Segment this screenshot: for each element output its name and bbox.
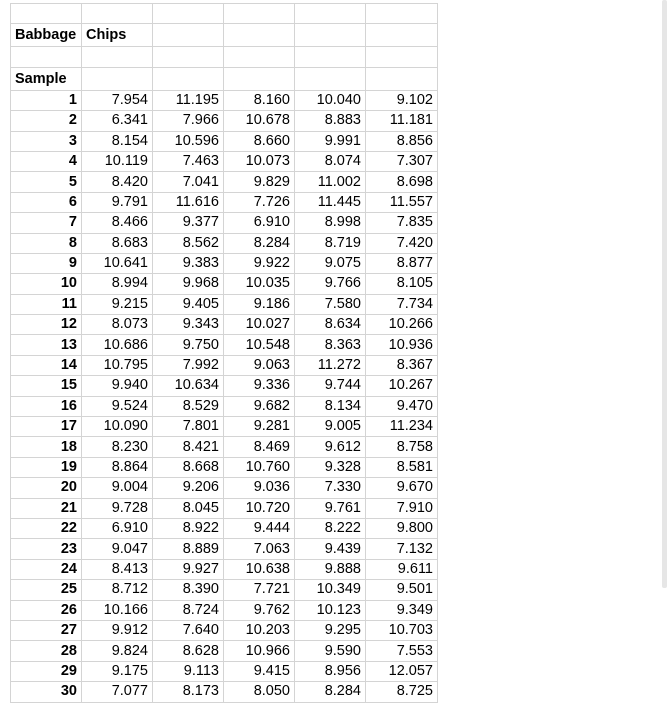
value-cell[interactable]: 9.075 [295, 253, 366, 273]
scrollbar-thumb[interactable] [662, 0, 667, 588]
value-cell[interactable]: 9.940 [82, 376, 153, 396]
value-cell[interactable]: 9.206 [153, 478, 224, 498]
value-cell[interactable]: 10.703 [366, 620, 438, 640]
value-cell[interactable]: 8.074 [295, 151, 366, 171]
value-cell[interactable]: 9.888 [295, 559, 366, 579]
value-cell[interactable]: 8.050 [224, 682, 295, 702]
value-cell[interactable]: 8.660 [224, 131, 295, 151]
value-cell[interactable]: 9.744 [295, 376, 366, 396]
value-cell[interactable]: 9.295 [295, 620, 366, 640]
table-row [11, 335, 438, 355]
value-cell[interactable]: 8.367 [366, 355, 438, 375]
value-cell[interactable]: 7.077 [82, 682, 153, 702]
value-cell[interactable]: 10.720 [224, 498, 295, 518]
value-cell[interactable]: 9.791 [82, 192, 153, 212]
value-cell[interactable]: 7.463 [153, 151, 224, 171]
table-row [11, 151, 438, 171]
value-cell[interactable]: 9.102 [366, 90, 438, 110]
value-cell[interactable]: 8.719 [295, 233, 366, 253]
cell[interactable] [11, 4, 82, 24]
value-cell[interactable]: 8.160 [224, 90, 295, 110]
value-cell[interactable]: 11.557 [366, 192, 438, 212]
value-cell[interactable]: 11.234 [366, 417, 438, 437]
value-cell[interactable]: 7.553 [366, 641, 438, 661]
value-cell[interactable]: 9.336 [224, 376, 295, 396]
value-cell[interactable]: 9.612 [295, 437, 366, 457]
value-cell[interactable]: 7.640 [153, 620, 224, 640]
value-cell[interactable]: 9.524 [82, 396, 153, 416]
cell[interactable] [224, 24, 295, 47]
value-cell[interactable]: 9.444 [224, 518, 295, 538]
sample-number-cell[interactable]: 22 [11, 518, 82, 538]
data-table [10, 3, 438, 703]
value-cell[interactable]: 9.343 [153, 315, 224, 335]
value-cell[interactable]: 6.910 [224, 213, 295, 233]
value-cell[interactable]: 7.721 [224, 580, 295, 600]
table-row [11, 559, 438, 579]
value-cell[interactable]: 10.035 [224, 274, 295, 294]
cell[interactable] [82, 67, 153, 90]
cell[interactable] [153, 24, 224, 47]
sample-number-cell[interactable]: 10 [11, 274, 82, 294]
sample-number-cell[interactable]: 16 [11, 396, 82, 416]
value-cell[interactable]: 10.966 [224, 641, 295, 661]
value-cell[interactable]: 9.047 [82, 539, 153, 559]
sample-number-cell[interactable]: 15 [11, 376, 82, 396]
table-row [11, 253, 438, 273]
table-row [11, 396, 438, 416]
value-cell[interactable]: 8.581 [366, 457, 438, 477]
cell[interactable] [295, 24, 366, 47]
value-cell[interactable]: 10.040 [295, 90, 366, 110]
value-cell[interactable]: 9.761 [295, 498, 366, 518]
value-cell[interactable]: 9.501 [366, 580, 438, 600]
table-row [11, 498, 438, 518]
table-row [11, 641, 438, 661]
value-cell[interactable]: 8.712 [82, 580, 153, 600]
table-row [11, 661, 438, 681]
cell[interactable] [224, 67, 295, 90]
value-cell[interactable]: 9.377 [153, 213, 224, 233]
value-cell[interactable]: 9.005 [295, 417, 366, 437]
sample-number-cell[interactable]: 20 [11, 478, 82, 498]
sample-header-cell[interactable]: Sample [11, 67, 82, 90]
value-cell[interactable]: 11.195 [153, 90, 224, 110]
sample-number-cell[interactable]: 28 [11, 641, 82, 661]
value-cell[interactable]: 10.119 [82, 151, 153, 171]
sample-number-cell[interactable]: 9 [11, 253, 82, 273]
value-cell[interactable]: 8.154 [82, 131, 153, 151]
value-cell[interactable]: 8.413 [82, 559, 153, 579]
value-cell[interactable]: 8.045 [153, 498, 224, 518]
value-cell[interactable]: 9.829 [224, 172, 295, 192]
sample-number-cell[interactable]: 5 [11, 172, 82, 192]
value-cell[interactable]: 9.728 [82, 498, 153, 518]
vertical-scrollbar[interactable] [660, 0, 668, 700]
value-cell[interactable]: 9.113 [153, 661, 224, 681]
value-cell[interactable]: 10.678 [224, 111, 295, 131]
sample-number-cell[interactable]: 26 [11, 600, 82, 620]
header-row [11, 67, 438, 90]
table-row [11, 192, 438, 212]
value-cell[interactable]: 9.927 [153, 559, 224, 579]
value-cell[interactable]: 9.004 [82, 478, 153, 498]
value-cell[interactable]: 8.420 [82, 172, 153, 192]
value-cell[interactable]: 8.230 [82, 437, 153, 457]
value-cell[interactable]: 6.341 [82, 111, 153, 131]
sample-number-cell[interactable]: 24 [11, 559, 82, 579]
cell[interactable] [366, 47, 438, 67]
sample-number-cell[interactable]: 13 [11, 335, 82, 355]
value-cell[interactable]: 11.616 [153, 192, 224, 212]
value-cell[interactable]: 8.628 [153, 641, 224, 661]
sample-number-cell[interactable]: 30 [11, 682, 82, 702]
sample-number-cell[interactable]: 23 [11, 539, 82, 559]
value-cell[interactable]: 11.181 [366, 111, 438, 131]
table-row [11, 620, 438, 640]
value-cell[interactable]: 9.750 [153, 335, 224, 355]
value-cell[interactable]: 10.123 [295, 600, 366, 620]
table-row [11, 294, 438, 314]
sample-number-cell[interactable]: 27 [11, 620, 82, 640]
cell[interactable] [82, 4, 153, 24]
table-row [11, 518, 438, 538]
value-cell[interactable]: 10.638 [224, 559, 295, 579]
value-cell[interactable]: 8.758 [366, 437, 438, 457]
value-cell[interactable]: 6.910 [82, 518, 153, 538]
table-row [11, 111, 438, 131]
value-cell[interactable]: 10.073 [224, 151, 295, 171]
value-cell[interactable]: 9.800 [366, 518, 438, 538]
value-cell[interactable]: 9.682 [224, 396, 295, 416]
value-cell[interactable]: 10.936 [366, 335, 438, 355]
cell[interactable] [153, 4, 224, 24]
value-cell[interactable]: 9.415 [224, 661, 295, 681]
value-cell[interactable]: 8.363 [295, 335, 366, 355]
value-cell[interactable]: 9.968 [153, 274, 224, 294]
table-row [11, 315, 438, 335]
value-cell[interactable]: 8.390 [153, 580, 224, 600]
table-row [11, 172, 438, 192]
value-cell[interactable]: 10.267 [366, 376, 438, 396]
sample-number-cell[interactable]: 6 [11, 192, 82, 212]
value-cell[interactable]: 7.063 [224, 539, 295, 559]
value-cell[interactable]: 8.889 [153, 539, 224, 559]
value-cell[interactable]: 9.215 [82, 294, 153, 314]
value-cell[interactable]: 9.349 [366, 600, 438, 620]
value-cell[interactable]: 8.284 [295, 682, 366, 702]
value-cell[interactable]: 7.734 [366, 294, 438, 314]
cell[interactable] [366, 24, 438, 47]
sample-number-cell[interactable]: 11 [11, 294, 82, 314]
blank-row [11, 4, 438, 24]
sample-number-cell[interactable]: 25 [11, 580, 82, 600]
sample-number-cell[interactable]: 21 [11, 498, 82, 518]
value-cell[interactable]: 10.166 [82, 600, 153, 620]
value-cell[interactable]: 8.725 [366, 682, 438, 702]
cell[interactable] [366, 4, 438, 24]
sample-number-cell[interactable]: 12 [11, 315, 82, 335]
sample-number-cell[interactable]: 7 [11, 213, 82, 233]
blank-row [11, 47, 438, 67]
value-cell[interactable]: 9.470 [366, 396, 438, 416]
value-cell[interactable]: 8.529 [153, 396, 224, 416]
value-cell[interactable]: 8.469 [224, 437, 295, 457]
value-cell[interactable]: 10.686 [82, 335, 153, 355]
value-cell[interactable]: 8.883 [295, 111, 366, 131]
value-cell[interactable]: 8.998 [295, 213, 366, 233]
value-cell[interactable]: 9.912 [82, 620, 153, 640]
value-cell[interactable]: 8.994 [82, 274, 153, 294]
value-cell[interactable]: 11.445 [295, 192, 366, 212]
table-row [11, 131, 438, 151]
table-row [11, 417, 438, 437]
table-row [11, 457, 438, 477]
value-cell[interactable]: 10.090 [82, 417, 153, 437]
value-cell[interactable]: 8.466 [82, 213, 153, 233]
value-cell[interactable]: 8.698 [366, 172, 438, 192]
value-cell[interactable]: 9.824 [82, 641, 153, 661]
value-cell[interactable]: 9.439 [295, 539, 366, 559]
value-cell[interactable]: 8.683 [82, 233, 153, 253]
sample-number-cell[interactable]: 19 [11, 457, 82, 477]
value-cell[interactable]: 7.726 [224, 192, 295, 212]
table-body [11, 4, 438, 703]
value-cell[interactable]: 8.877 [366, 253, 438, 273]
value-cell[interactable]: 10.634 [153, 376, 224, 396]
value-cell[interactable]: 7.910 [366, 498, 438, 518]
value-cell[interactable]: 10.795 [82, 355, 153, 375]
table-row [11, 233, 438, 253]
table-row [11, 600, 438, 620]
value-cell[interactable]: 9.670 [366, 478, 438, 498]
cell[interactable] [11, 47, 82, 67]
value-cell[interactable]: 10.027 [224, 315, 295, 335]
value-cell[interactable]: 8.956 [295, 661, 366, 681]
value-cell[interactable]: 8.421 [153, 437, 224, 457]
spreadsheet [10, 3, 438, 703]
sample-number-cell[interactable]: 8 [11, 233, 82, 253]
value-cell[interactable]: 9.281 [224, 417, 295, 437]
value-cell[interactable]: 8.073 [82, 315, 153, 335]
value-cell[interactable]: 10.203 [224, 620, 295, 640]
value-cell[interactable]: 7.992 [153, 355, 224, 375]
value-cell[interactable]: 8.222 [295, 518, 366, 538]
table-row [11, 213, 438, 233]
title-cell-chips[interactable]: Chips [82, 24, 153, 47]
value-cell[interactable]: 9.405 [153, 294, 224, 314]
sample-number-cell[interactable]: 3 [11, 131, 82, 151]
table-row [11, 274, 438, 294]
value-cell[interactable]: 8.284 [224, 233, 295, 253]
value-cell[interactable]: 12.057 [366, 661, 438, 681]
value-cell[interactable]: 10.266 [366, 315, 438, 335]
value-cell[interactable]: 8.134 [295, 396, 366, 416]
value-cell[interactable]: 9.611 [366, 559, 438, 579]
title-row [11, 24, 438, 47]
value-cell[interactable]: 9.590 [295, 641, 366, 661]
value-cell[interactable]: 10.641 [82, 253, 153, 273]
value-cell[interactable]: 9.922 [224, 253, 295, 273]
cell[interactable] [224, 4, 295, 24]
value-cell[interactable]: 7.132 [366, 539, 438, 559]
value-cell[interactable]: 9.036 [224, 478, 295, 498]
table-row [11, 376, 438, 396]
value-cell[interactable]: 9.766 [295, 274, 366, 294]
value-cell[interactable]: 9.383 [153, 253, 224, 273]
table-row [11, 437, 438, 457]
cell[interactable] [295, 67, 366, 90]
value-cell[interactable]: 8.856 [366, 131, 438, 151]
value-cell[interactable]: 8.562 [153, 233, 224, 253]
cell[interactable] [366, 67, 438, 90]
cell[interactable] [295, 4, 366, 24]
value-cell[interactable]: 8.668 [153, 457, 224, 477]
value-cell[interactable]: 9.063 [224, 355, 295, 375]
value-cell[interactable]: 11.002 [295, 172, 366, 192]
table-row [11, 478, 438, 498]
table-row [11, 580, 438, 600]
value-cell[interactable]: 8.864 [82, 457, 153, 477]
title-cell-babbage[interactable]: Babbage [11, 24, 82, 47]
value-cell[interactable]: 7.580 [295, 294, 366, 314]
table-row [11, 90, 438, 110]
sample-number-cell[interactable]: 2 [11, 111, 82, 131]
value-cell[interactable]: 9.991 [295, 131, 366, 151]
value-cell[interactable]: 10.596 [153, 131, 224, 151]
cell[interactable] [82, 47, 153, 67]
value-cell[interactable]: 10.349 [295, 580, 366, 600]
value-cell[interactable]: 9.328 [295, 457, 366, 477]
value-cell[interactable]: 10.760 [224, 457, 295, 477]
cell[interactable] [153, 67, 224, 90]
sample-number-cell[interactable]: 29 [11, 661, 82, 681]
value-cell[interactable]: 11.272 [295, 355, 366, 375]
sample-number-cell[interactable]: 14 [11, 355, 82, 375]
table-row [11, 539, 438, 559]
value-cell[interactable]: 8.173 [153, 682, 224, 702]
value-cell[interactable]: 8.634 [295, 315, 366, 335]
value-cell[interactable]: 7.420 [366, 233, 438, 253]
sample-number-cell[interactable]: 4 [11, 151, 82, 171]
value-cell[interactable]: 7.330 [295, 478, 366, 498]
value-cell[interactable]: 8.105 [366, 274, 438, 294]
value-cell[interactable]: 7.801 [153, 417, 224, 437]
table-row [11, 355, 438, 375]
cell[interactable] [295, 47, 366, 67]
cell[interactable] [224, 47, 295, 67]
value-cell[interactable]: 9.175 [82, 661, 153, 681]
sample-number-cell[interactable]: 1 [11, 90, 82, 110]
value-cell[interactable]: 9.762 [224, 600, 295, 620]
value-cell[interactable]: 7.835 [366, 213, 438, 233]
cell[interactable] [153, 47, 224, 67]
table-row [11, 682, 438, 702]
value-cell[interactable]: 7.041 [153, 172, 224, 192]
value-cell[interactable]: 7.307 [366, 151, 438, 171]
value-cell[interactable]: 7.954 [82, 90, 153, 110]
value-cell[interactable]: 7.966 [153, 111, 224, 131]
value-cell[interactable]: 8.724 [153, 600, 224, 620]
sample-number-cell[interactable]: 18 [11, 437, 82, 457]
sample-number-cell[interactable]: 17 [11, 417, 82, 437]
value-cell[interactable]: 10.548 [224, 335, 295, 355]
value-cell[interactable]: 9.186 [224, 294, 295, 314]
value-cell[interactable]: 8.922 [153, 518, 224, 538]
